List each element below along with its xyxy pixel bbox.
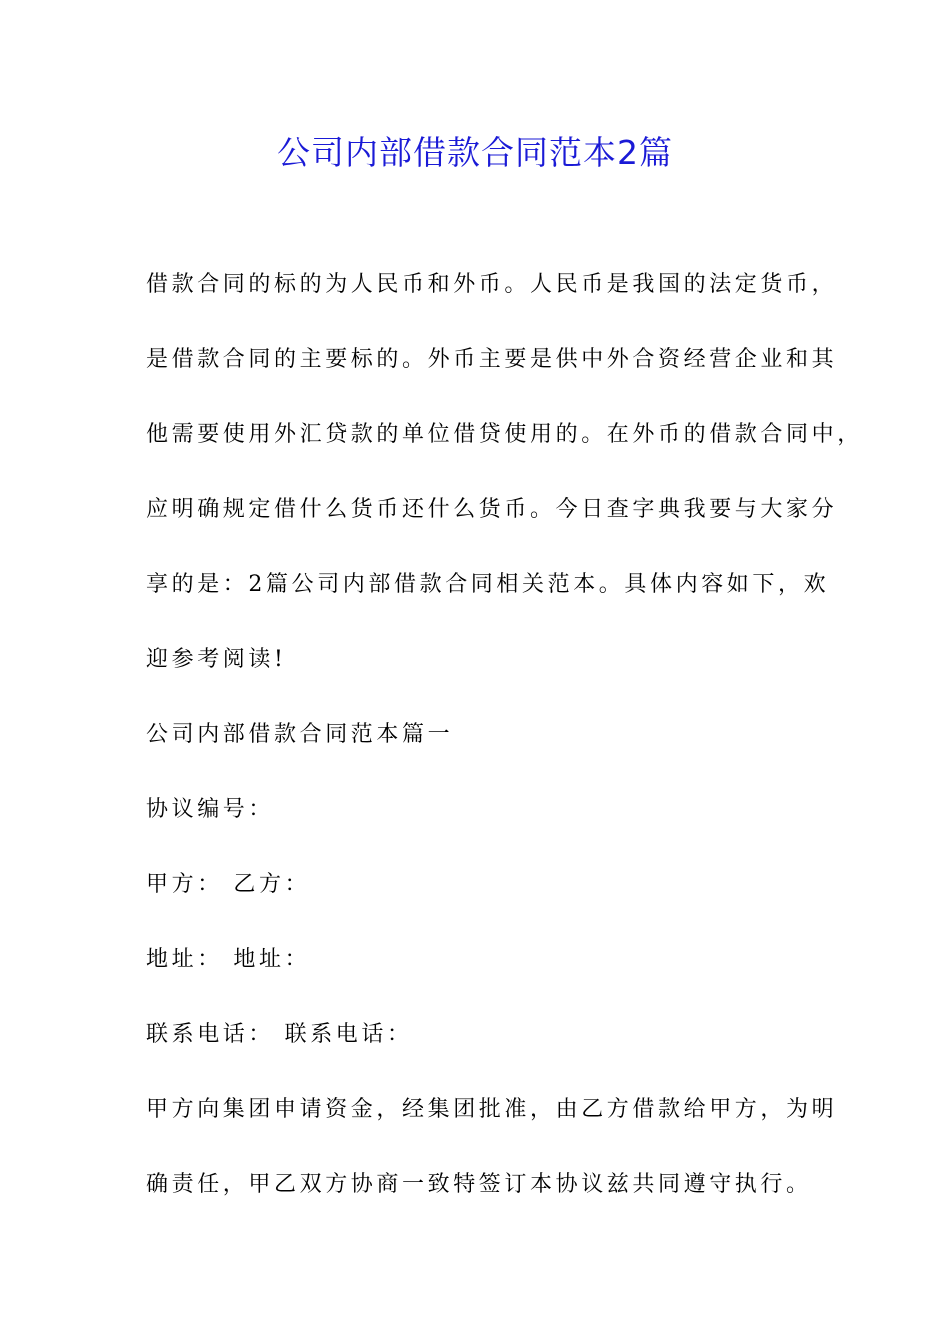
- intro-line: 迎参考阅读!: [146, 647, 287, 672]
- field-address: 地址： 地址：: [146, 947, 311, 972]
- field-phone: 联系电话： 联系电话：: [146, 1022, 413, 1047]
- field-parties: 甲方： 乙方：: [146, 872, 311, 897]
- intro-line: 享的是：2篇公司内部借款合同相关范本。具体内容如下，欢: [146, 572, 830, 597]
- clause-line: 甲方向集团申请资金，经集团批准，由乙方借款给甲方，为明: [146, 1097, 838, 1122]
- intro-line: 是借款合同的主要标的。外币主要是供中外合资经营企业和其: [146, 347, 838, 372]
- field-agreement-number: 协议编号：: [146, 797, 275, 822]
- clause-line: 确责任，甲乙双方协商一致特签订本协议兹共同遵守执行。: [146, 1172, 812, 1197]
- intro-line: 他需要使用外汇贷款的单位借贷使用的。在外币的借款合同中，: [146, 422, 863, 447]
- section-heading: 公司内部借款合同范本篇一: [146, 722, 454, 747]
- intro-line: 应明确规定借什么货币还什么货币。今日查字典我要与大家分: [146, 497, 838, 522]
- page-title: 公司内部借款合同范本2篇: [277, 133, 673, 172]
- intro-line: 借款合同的标的为人民币和外币。人民币是我国的法定货币，: [146, 272, 838, 297]
- document-body: [146, 247, 863, 1222]
